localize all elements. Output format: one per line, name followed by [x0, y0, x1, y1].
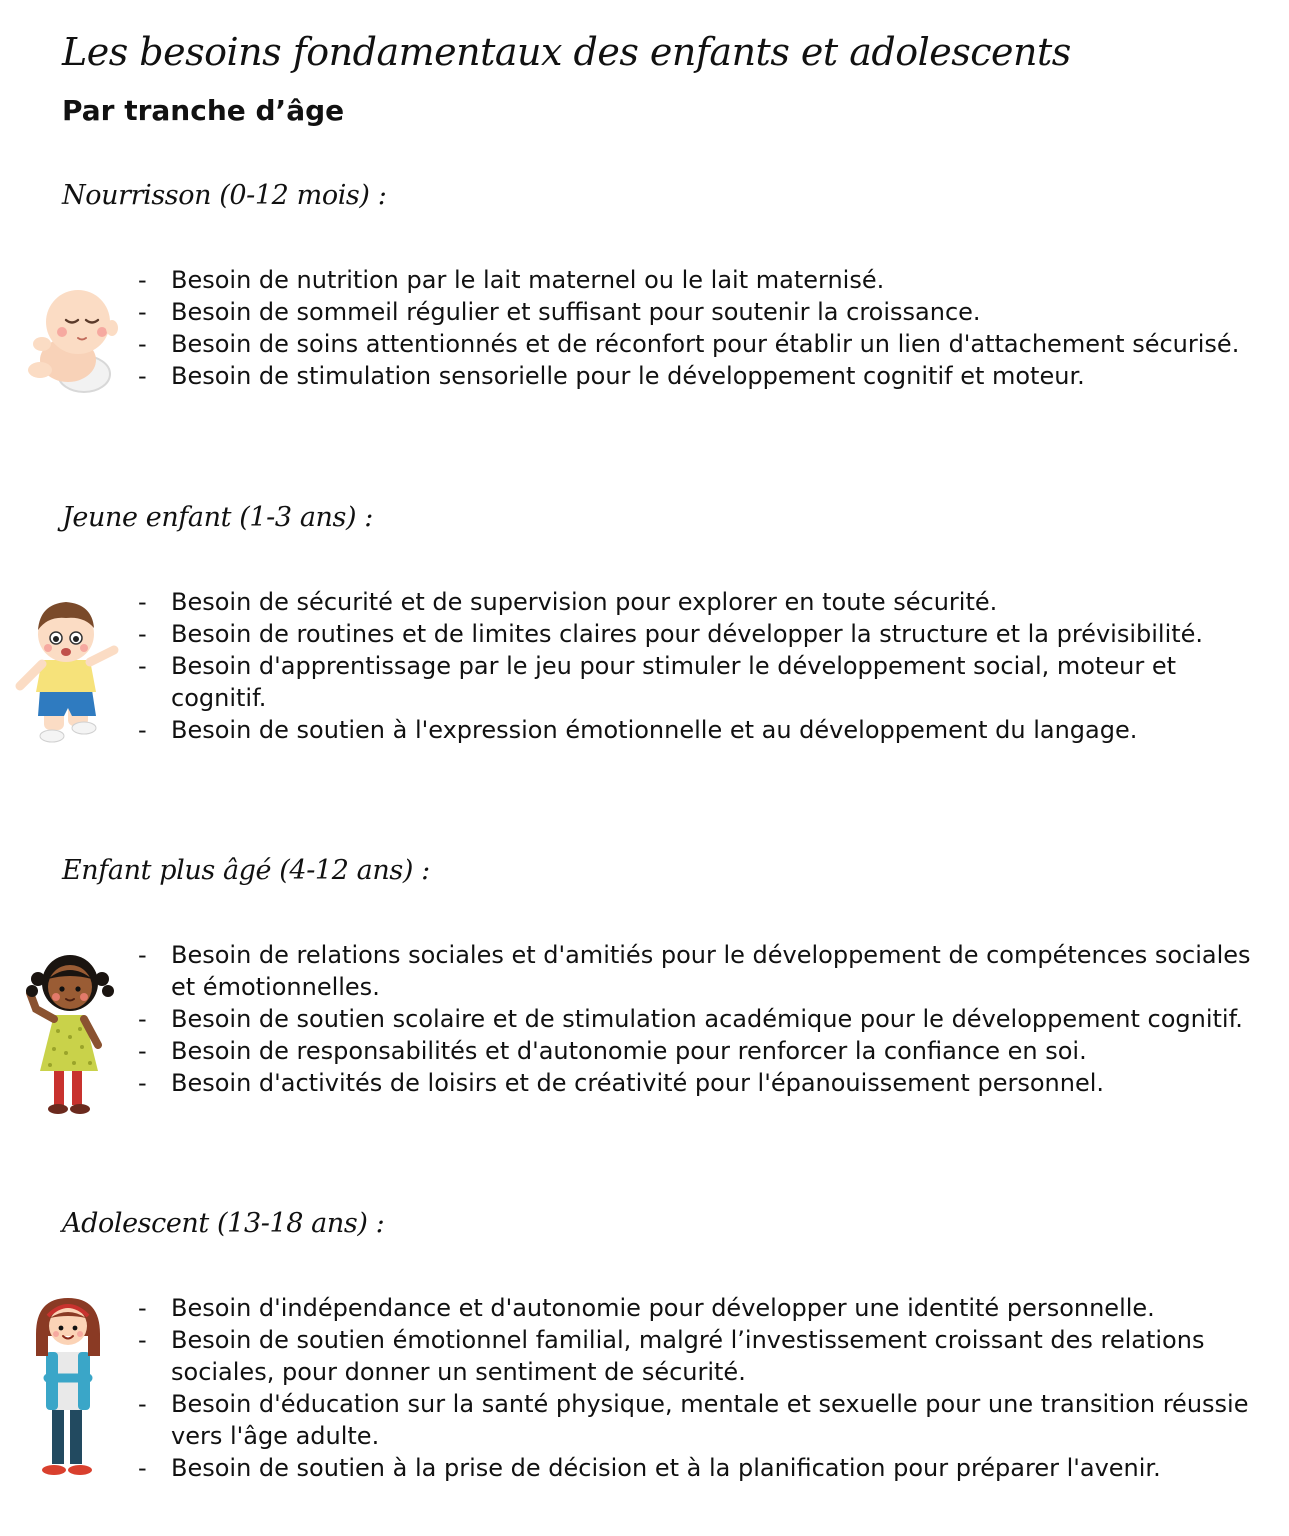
list-marker: - — [138, 362, 147, 390]
list-item — [138, 264, 1268, 296]
list-marker: - — [138, 588, 147, 616]
list-item-text: Besoin de responsabilités et d'autonomie pour renforcer la confiance en soi. — [171, 1037, 1087, 1065]
list-item-text: Besoin de soutien à la prise de décision et à la planification pour préparer l'avenir. — [171, 1454, 1161, 1482]
list-marker: - — [138, 941, 147, 969]
list-marker: - — [138, 330, 147, 358]
list-item — [138, 586, 1268, 618]
document-subtitle: Par tranche d’âge — [62, 94, 345, 127]
list-item — [138, 1292, 1268, 1324]
list-item — [138, 1388, 1268, 1452]
list-marker: - — [138, 1390, 147, 1418]
list-item — [138, 1324, 1268, 1388]
baby-illustration — [22, 286, 122, 398]
needs-list — [138, 1292, 1268, 1484]
needs-list — [138, 264, 1268, 392]
needs-list — [138, 586, 1268, 746]
list-marker: - — [138, 1454, 147, 1482]
list-item-text: Besoin de soutien scolaire et de stimulation académique pour le développement cognitif. — [171, 1005, 1243, 1033]
list-item — [138, 714, 1268, 746]
list-item — [138, 1452, 1268, 1484]
list-item-text: Besoin de soins attentionnés et de réconfort pour établir un lien d'attachement sécurisé. — [171, 330, 1240, 358]
needs-list — [138, 939, 1268, 1099]
list-item-text: Besoin de soutien à l'expression émotionnelle et au développement du langage. — [171, 716, 1138, 744]
document-title: Les besoins fondamentaux des enfants et adolescents — [62, 30, 1071, 74]
list-marker: - — [138, 1326, 147, 1354]
list-marker: - — [138, 266, 147, 294]
section-heading: Nourrisson (0-12 mois) : — [62, 180, 387, 211]
list-marker: - — [138, 1005, 147, 1033]
list-item-text: Besoin de sommeil régulier et suffisant pour soutenir la croissance. — [171, 298, 981, 326]
list-item — [138, 650, 1268, 714]
list-item-text: Besoin de stimulation sensorielle pour le développement cognitif et moteur. — [171, 362, 1085, 390]
list-item-text: Besoin de routines et de limites claires pour développer la structure et la prévisibilité. — [171, 620, 1204, 648]
section-heading: Jeune enfant (1-3 ans) : — [62, 502, 373, 533]
section-heading: Enfant plus âgé (4-12 ans) : — [62, 855, 430, 886]
list-item-text: Besoin de soutien émotionnel familial, malgré l’investissement croissant des relations sociales, pour donner un sentiment de sécurité. — [171, 1326, 1205, 1386]
list-marker: - — [138, 1037, 147, 1065]
list-item — [138, 328, 1268, 360]
list-item — [138, 618, 1268, 650]
list-marker: - — [138, 652, 147, 680]
list-item — [138, 360, 1268, 392]
list-item-text: Besoin de sécurité et de supervision pour explorer en toute sécurité. — [171, 588, 998, 616]
list-item-text: Besoin d'apprentissage par le jeu pour stimuler le développement social, moteur et cognitif. — [171, 652, 1176, 712]
list-item-text: Besoin d'indépendance et d'autonomie pour développer une identité personnelle. — [171, 1294, 1155, 1322]
list-marker: - — [138, 716, 147, 744]
toddler-illustration — [12, 598, 122, 750]
list-item-text: Besoin d'activités de loisirs et de créativité pour l'épanouissement personnel. — [171, 1069, 1105, 1097]
list-item — [138, 1035, 1268, 1067]
list-item — [138, 939, 1268, 1003]
list-marker: - — [138, 298, 147, 326]
list-marker: - — [138, 1294, 147, 1322]
section-heading: Adolescent (13-18 ans) : — [62, 1208, 385, 1239]
list-marker: - — [138, 1069, 147, 1097]
list-item — [138, 296, 1268, 328]
list-item-text: Besoin d'éducation sur la santé physique, mentale et sexuelle pour une transition réussie vers l'âge adulte. — [171, 1390, 1249, 1450]
list-item-text: Besoin de nutrition par le lait maternel ou le lait maternisé. — [171, 266, 885, 294]
girl-illustration — [14, 939, 124, 1119]
list-item — [138, 1003, 1268, 1035]
list-item-text: Besoin de relations sociales et d'amitiés pour le développement de compétences sociales et émotionnelles. — [171, 941, 1251, 1001]
teen-illustration — [26, 1294, 110, 1480]
list-marker: - — [138, 620, 147, 648]
list-item — [138, 1067, 1268, 1099]
